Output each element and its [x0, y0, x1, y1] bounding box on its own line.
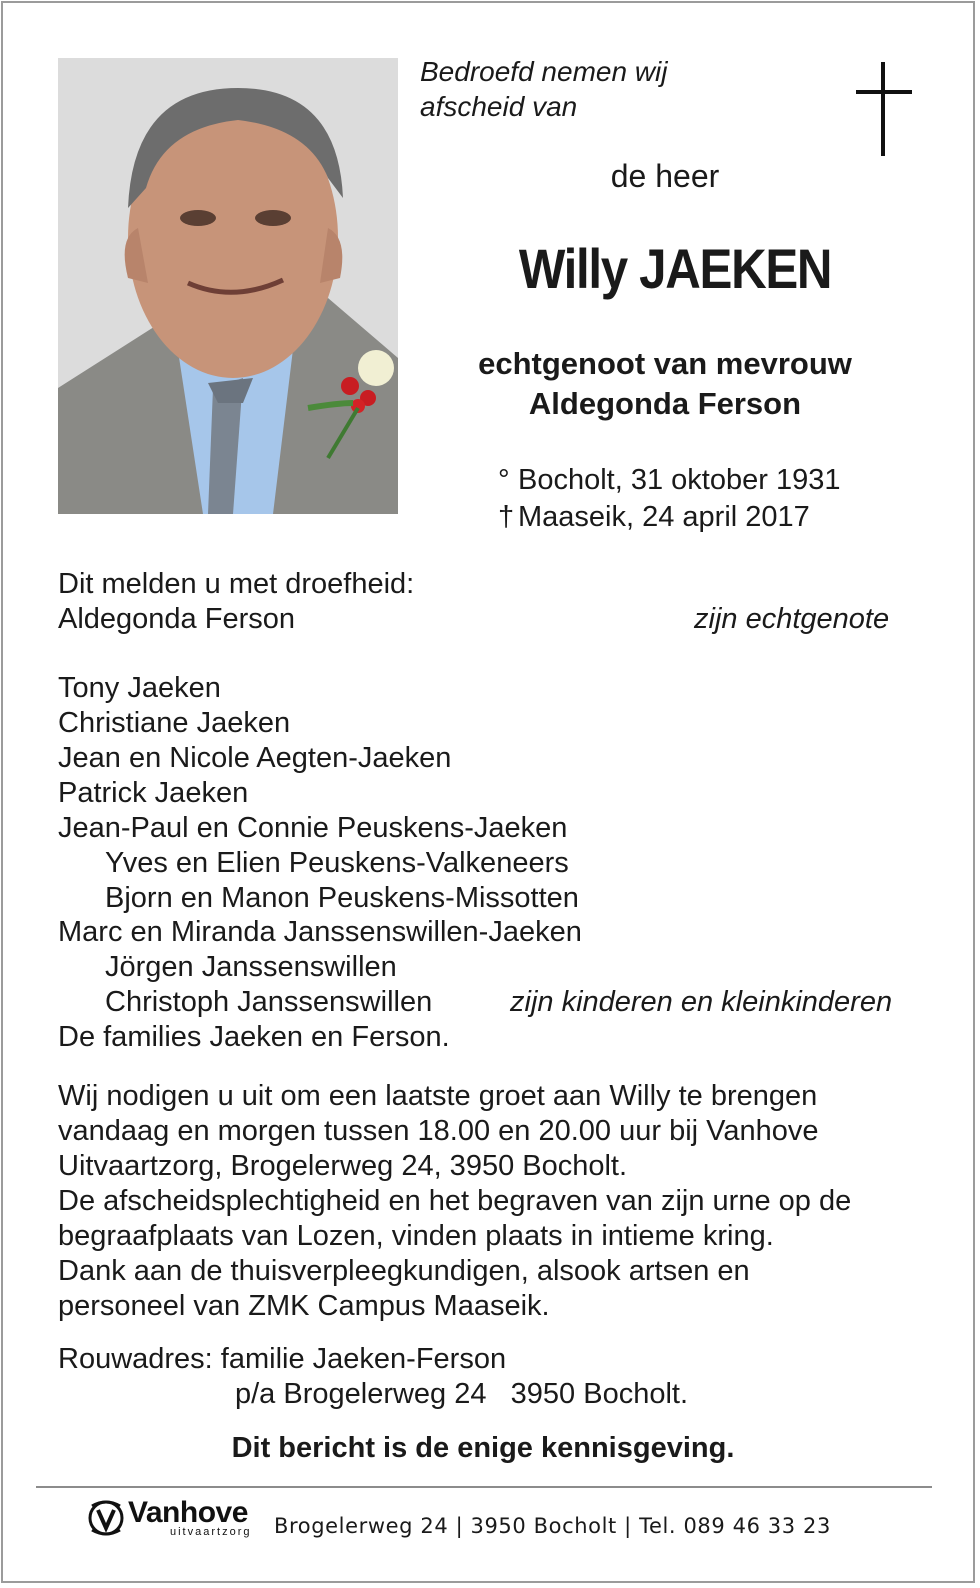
death-symbol: †: [498, 501, 515, 533]
logo-name: Vanhove: [128, 1496, 248, 1529]
footer-address: Brogelerweg 24 | 3950 Bocholt | Tel. 089 46 33 23: [274, 1514, 831, 1538]
invitation-line: personeel van ZMK Campus Maaseik.: [58, 1290, 550, 1322]
death-date: [498, 499, 840, 536]
footer-divider: [36, 1486, 932, 1488]
family-member: Tony Jaeken: [58, 672, 221, 704]
family-member: De families Jaeken en Ferson.: [58, 1021, 450, 1053]
intro-text: [420, 54, 667, 124]
birth-symbol: °: [498, 464, 510, 496]
invitation-line: Wij nodigen u uit om een laatste groet aan Willy te brengen: [58, 1080, 818, 1112]
intro-line-1: Bedroefd nemen wij: [420, 56, 668, 87]
invitation-line: begraafplaats van Lozen, vinden plaats in intieme kring.: [58, 1220, 774, 1252]
portrait-photo: [58, 58, 398, 514]
birth-date: [498, 462, 840, 499]
family-member: Jean en Nicole Aegten-Jaeken: [58, 742, 452, 774]
family-member: Yves en Elien Peuskens-Valkeneers: [105, 847, 569, 879]
family-member: Christoph Janssenswillen: [105, 986, 433, 1018]
family-member: Bjorn en Manon Peuskens-Missotten: [105, 882, 579, 914]
family-member: Patrick Jaeken: [58, 777, 249, 809]
family-member: Jörgen Janssenswillen: [105, 951, 397, 983]
cross-icon: [856, 62, 912, 161]
invitation-line: vandaag en morgen tussen 18.00 en 20.00 uur bij Vanhove: [58, 1115, 819, 1147]
spouse-line: [400, 344, 930, 424]
salutation: de heer: [610, 158, 720, 194]
mourning-address-line-1: Rouwadres: familie Jaeken-Ferson: [58, 1343, 507, 1375]
invitation-line: Dank aan de thuisverpleegkundigen, alsook artsen en: [58, 1255, 750, 1287]
spouse-line-2: Aldegonda Ferson: [528, 386, 802, 421]
mourning-address-line-2: p/a Brogelerweg 24 3950 Bocholt.: [235, 1378, 689, 1410]
deceased-name: Willy JAEKEN: [518, 237, 832, 300]
invitation-line: Uitvaartzorg, Brogelerweg 24, 3950 Bocholt.: [58, 1150, 628, 1182]
intro-line-2: afscheid van: [420, 91, 578, 122]
spouse-relation: zijn echtgenote: [694, 603, 890, 635]
family-member: Jean-Paul en Connie Peuskens-Jaeken: [58, 812, 568, 844]
invitation-paragraph: [58, 1079, 918, 1324]
death-text: Maaseik, 24 april 2017: [518, 501, 810, 533]
sole-notice: Dit bericht is de enige kennisgeving.: [231, 1432, 735, 1464]
vanhove-logo: [84, 1494, 264, 1548]
life-dates: [498, 462, 840, 536]
spouse-line-1: echtgenoot van mevrouw: [478, 346, 852, 381]
logo-subtitle: uitvaartzorg: [170, 1526, 252, 1538]
family-member: Marc en Miranda Janssenswillen-Jaeken: [58, 916, 582, 948]
children-relation: zijn kinderen en kleinkinderen: [510, 986, 893, 1018]
family-member: Christiane Jaeken: [58, 707, 291, 739]
vanhove-logo-icon: [84, 1496, 128, 1540]
announcer-spouse: Aldegonda Ferson: [58, 603, 295, 635]
invitation-line: De afscheidsplechtigheid en het begraven van zijn urne op de: [58, 1185, 852, 1217]
announcers-heading: Dit melden u met droefheid:: [58, 568, 415, 600]
birth-text: Bocholt, 31 oktober 1931: [518, 464, 841, 496]
